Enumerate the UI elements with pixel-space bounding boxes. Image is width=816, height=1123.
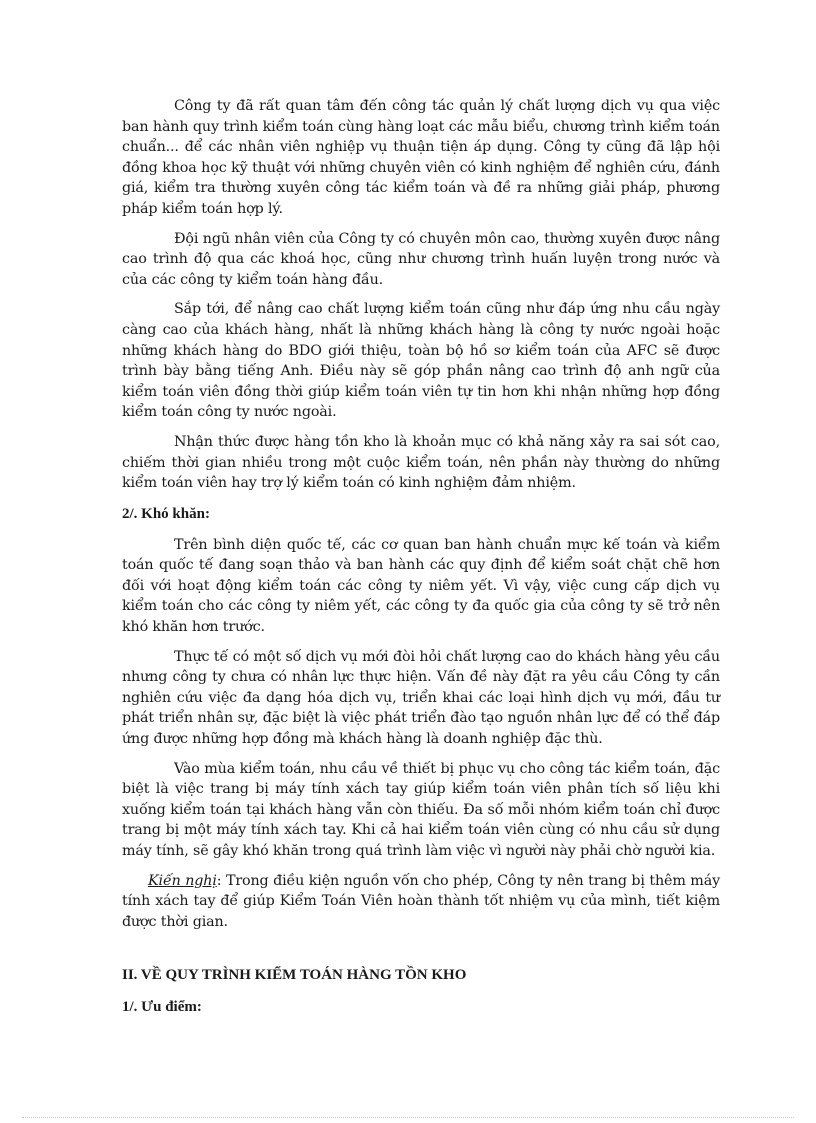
paragraph-laptop-shortage: Vào mùa kiểm toán, nhu cầu về thiết bị phục vụ cho công tác kiểm toán, đặc biệt là việc trang bị máy tính xách tay giúp kiểm toán viên phân tích số liệu khi xuống kiểm toán tại khách hàng vẫn còn thiếu. Đa số mỗi nhóm kiểm toán chỉ được trang bị một máy tính xách tay. Khi cả hai kiểm toán viên cùng có nhu cầu sử dụng máy tính, sẽ gây khó khăn trong quá trình làm việc vì người này phải chờ người kia. [122, 760, 720, 859]
paragraph-new-services: Thực tế có một số dịch vụ mới đòi hỏi chất lượng cao do khách hàng yêu cầu nhưng công ty chưa có nhân lực thực hiện. Vấn đề này đặt ra yêu cầu Công ty cần nghiên cứu việc đa dạng hóa dịch vụ, triển khai các loại hình dịch vụ mới, đầu tư phát triển nhân sự, đặc biệt là việc phát triển đào tạo nguồn nhân lực để có thể đáp ứng được những hợp đồng mà khách hàng là doanh nghiệp đặc thù. [122, 648, 720, 748]
heading-advantages: 1/. Ưu điểm: [122, 999, 202, 1016]
heading-difficulties: 2/. Khó khăn: [122, 505, 210, 522]
recommendation-text: : Trong điều kiện nguồn vốn cho phép, Công ty nên trang bị thêm máy tính xách tay để giúp Kiểm Toán Viên hoàn thành tốt nhiệm vụ của mình, tiết kiệm được thời gian. [122, 872, 720, 930]
paragraph-quality-management: Công ty đã rất quan tâm đến công tác quản lý chất lượng dịch vụ qua việc ban hành quy trình kiểm toán cùng hàng loạt các mẫu biểu, chương trình kiểm toán chuẩn... để các nhân viên nghiệp vụ thuận tiện áp dụng. Công ty cũng đã lập hội đồng khoa học kỹ thuật với những chuyên viên có kinh nghiệm để nghiên cứu, đánh giá, kiểm tra thường xuyên công tác kiểm toán và đề ra những giải pháp, phương pháp kiểm toán hợp lý. [122, 98, 720, 217]
heading-section-inventory-audit: II. VỀ QUY TRÌNH KIỂM TOÁN HÀNG TỒN KHO [122, 967, 467, 984]
paragraph-staff-qualification: Đội ngũ nhân viên của Công ty có chuyên môn cao, thường xuyên được nâng cao trình độ qua các khoá học, cũng như chương trình huấn luyện trong nước và của các công ty kiểm toán hàng đầu. [122, 230, 720, 288]
paragraph-international-standards: Trên bình diện quốc tế, các cơ quan ban hành chuẩn mực kế toán và kiểm toán quốc tế đang soạn thảo và ban hành các quy định để kiểm soát chặt chẽ hơn đối với hoạt động kiểm toán các công ty niêm yết. Vì vậy, việc cung cấp dịch vụ kiểm toán cho các công ty niêm yết, các công ty đa quốc gia của công ty sẽ trở nên khó khăn hơn trước. [122, 536, 720, 636]
paragraph-recommendation [122, 871, 720, 933]
page-bottom-divider [22, 1117, 794, 1118]
recommendation-label: Kiến nghị [148, 872, 217, 889]
paragraph-inventory-awareness: Nhận thức được hàng tồn kho là khoản mục có khả năng xảy ra sai sót cao, chiếm thời gian nhiều trong một cuộc kiểm toán, nên phần này thường do những kiểm toán viên hay trợ lý kiểm toán có kinh nghiệm đảm nhiệm. [122, 433, 720, 492]
page-content [122, 96, 720, 1028]
paragraph-english-documents: Sắp tới, để nâng cao chất lượng kiểm toán cũng như đáp ứng nhu cầu ngày càng cao của khách hàng, nhất là những khách hàng là công ty nước ngoài hoặc những khách hàng do BDO giới thiệu, toàn bộ hồ sơ kiểm toán của AFC sẽ được trình bày bằng tiếng Anh. Điều này sẽ góp phần nâng cao trình độ anh ngữ của kiểm toán viên đồng thời giúp kiểm toán viên tự tin hơn khi nhận những hợp đồng kiểm toán công ty nước ngoài. [122, 301, 720, 421]
